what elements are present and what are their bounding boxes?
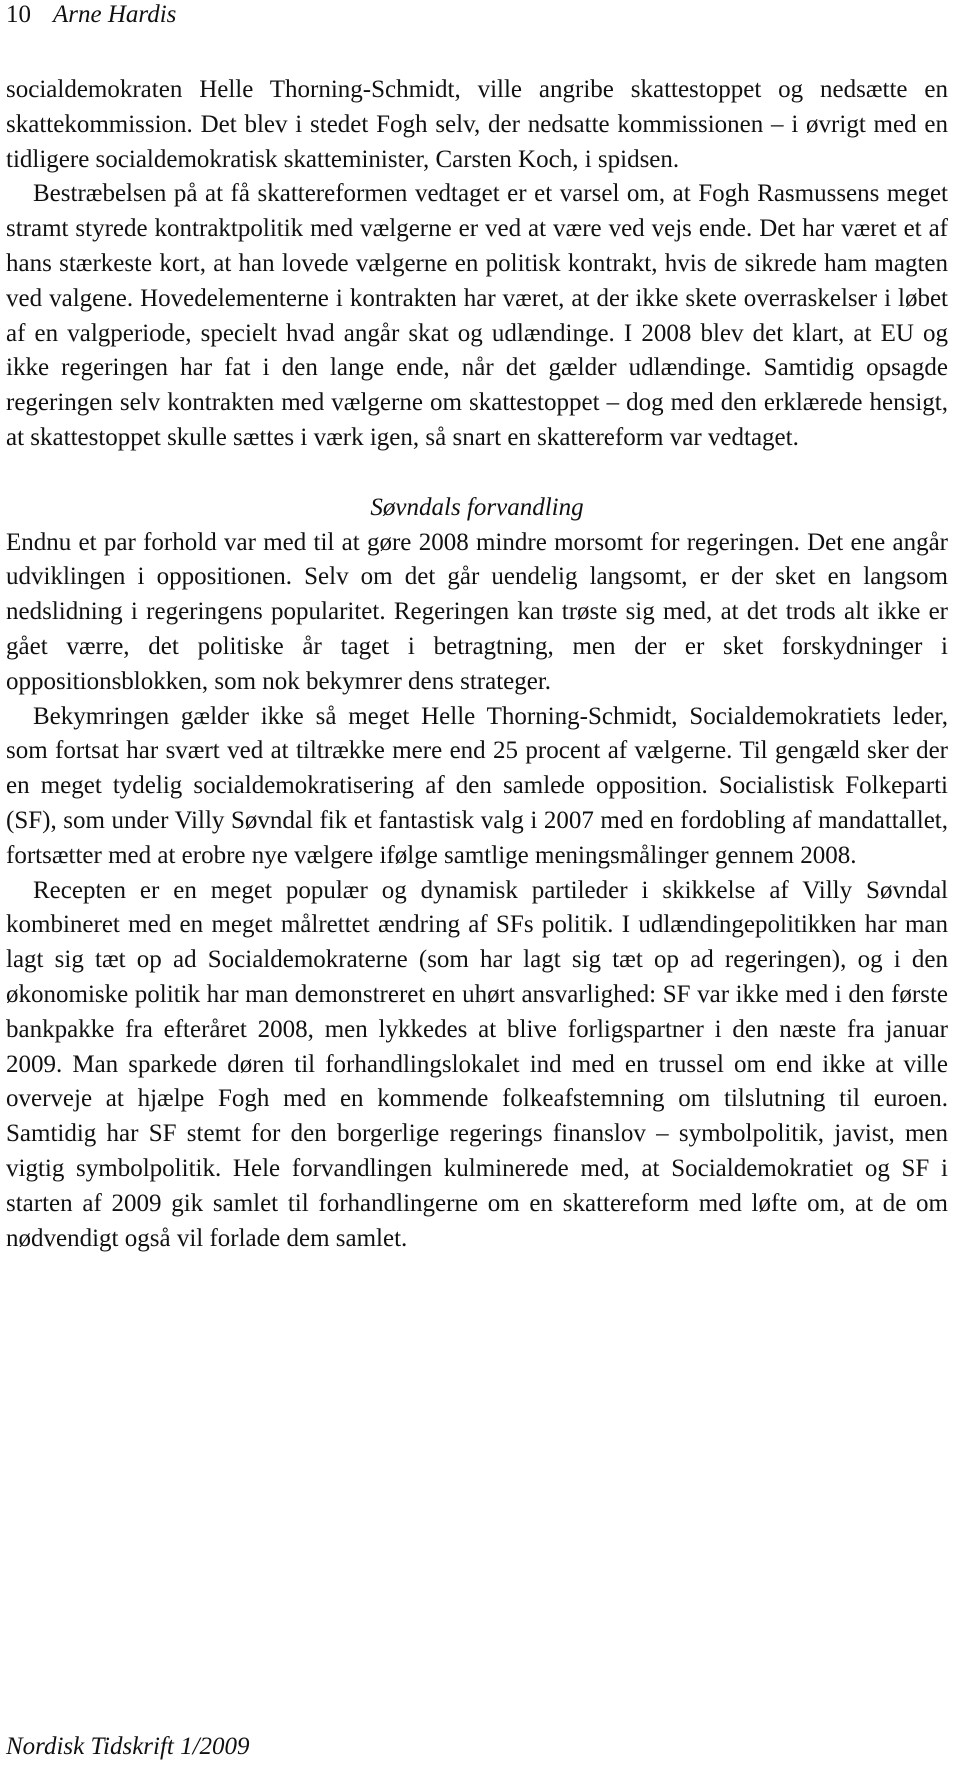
running-head <box>6 0 176 30</box>
document-page <box>6 0 948 1777</box>
paragraph: Bestræbelsen på at få skattereformen vedtaget er et varsel om, at Fogh Rasmussens meget stramt styrede kontraktpolitik med vælgerne er ved at være ved vejs ende. Det har været et af hans stærkeste kort, at han lovede vælgerne en politisk kontrakt, hvis de sikrede ham magten ved valgene. Hovedelementerne i kontrakten har været, at der ikke skete overraskelser i løbet af en valgperiode, specielt hvad angår skat og udlændinge. I 2008 blev det klart, at EU og ikke regeringen har fat i den lange ende, når det gælder udlændinge. Samtidig opsagde regeringen selv kontrakten med vælgerne om skattestoppet – dog med den erklærede hensigt, at skattestoppet skulle sættes i værk igen, så snart en skattereform var vedtaget. <box>6 180 948 451</box>
paragraph-continuation: socialdemokraten Helle Thorning-Schmidt, ville angribe skattestoppet og nedsætte en skattekommission. Det blev i stedet Fogh selv, der nedsatte kommissionen – i øvrigt med en tidligere socialdemokratisk skatteminister, Carsten Koch, i spidsen. <box>6 76 948 173</box>
section-heading: Søvndals forvandling <box>370 493 584 521</box>
paragraph: Recepten er en meget populær og dynamisk partileder i skikkelse af Villy Søvndal kombineret med en meget målrettet ændring af SFs politik. I udlændingepolitikken har man lagt sig tæt op ad Socialdemokraterne (som har lagt sig tæt op ad regeringen), og i den økonomiske politik har man demonstreret en uhørt ansvarlighed: SF var ikke med i den første bankpakke fra efteråret 2008, men lykkedes at blive forligspartner i den næste fra januar 2009. Man sparkede døren til forhandlingslokalet ind med en trussel om end ikke at ville overveje at hjælpe Fogh med en kommende folkeafstemning om tilslutning til euroen. Samtidig har SF stemt for den borgerlige regerings finanslov – symbolpolitik, javist, men vigtig symbolpolitik. Hele forvandlingen kulminerede med, at Socialdemokratiet og SF i starten af 2009 gik samlet til forhandlingerne om en skattereform med løfte om, at de om nødvendigt også vil forlade dem samlet. <box>6 876 948 1252</box>
running-footer: Nordisk Tidskrift 1/2009 <box>6 1733 250 1760</box>
page-number: 10 <box>6 1 31 28</box>
running-head-author: Arne Hardis <box>53 1 177 28</box>
paragraph: Bekymringen gælder ikke så meget Helle Thorning-Schmidt, Socialdemokratiets leder, som fortsat har svært ved at tiltrække mere end 25 procent af vælgerne. Til gengæld sker der en meget tydelig socialdemokratisering af den samlede opposition. Socialistisk Folkeparti (SF), som under Villy Søvndal fik et fantastisk valg i 2007 med en fordobling af mandattallet, fortsætter med at erobre nye vælgere ifølge samtlige meningsmålinger gennem 2008. <box>6 702 948 869</box>
paragraph: Endnu et par forhold var med til at gøre 2008 mindre morsomt for regeringen. Det ene angår udviklingen i oppositionen. Selv om det går uendelig langsomt, er der sket en langsom nedslidning i regeringens popularitet. Regeringen kan trøste sig med, at det trods alt ikke er gået værre, det politiske år taget i betragtning, men der er sket forskydninger i oppositionsblokken, som nok bekymrer dens strateger. <box>6 528 948 695</box>
article-body <box>6 73 948 1256</box>
